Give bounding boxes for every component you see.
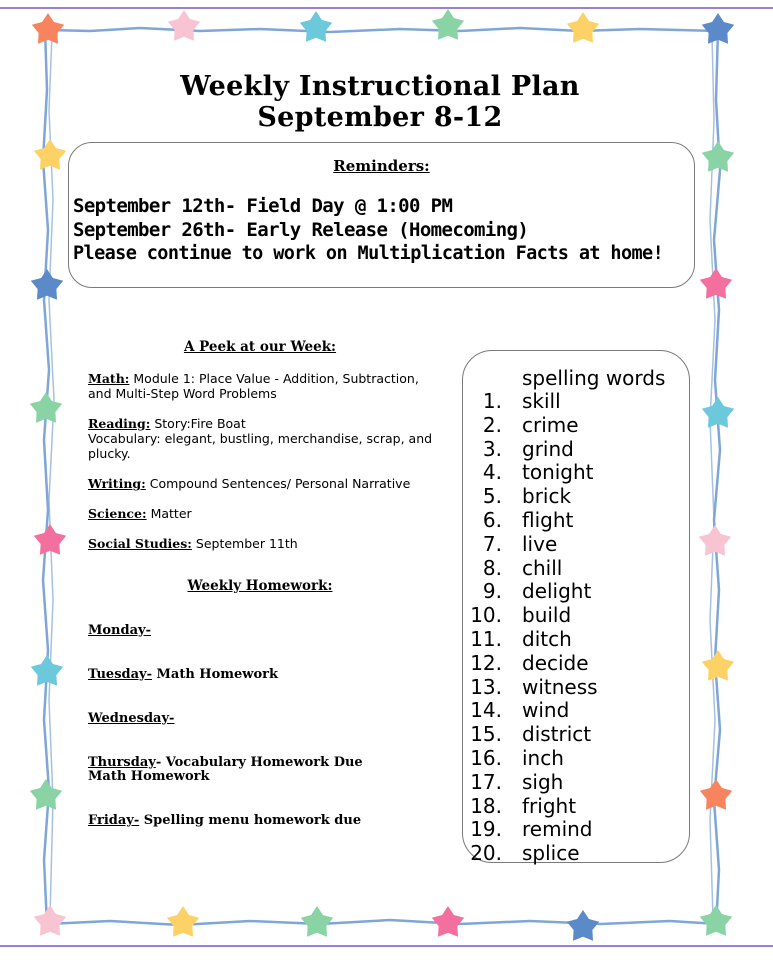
reminder-item: September 12th- Field Day @ 1:00 PM — [73, 195, 453, 217]
spelling-word: skill — [522, 389, 561, 413]
science-text: Matter — [146, 506, 192, 521]
homework-friday — [88, 814, 408, 828]
social-studies-label: Social Studies: — [88, 536, 192, 551]
science-label: Science: — [88, 506, 147, 521]
peek-heading: A Peek at our Week: — [183, 339, 337, 355]
star-icon — [702, 650, 734, 681]
reading-vocabulary: Vocabulary: elegant, bustling, merchandise, scrap, and plucky. — [88, 431, 433, 461]
spelling-word: tonight — [522, 460, 594, 485]
spelling-number: 19. — [470, 817, 502, 842]
spelling-number: 12. — [470, 650, 502, 675]
spelling-word: inch — [522, 745, 564, 770]
math-text: Module 1: Place Value - Addition, Subtraction, and Multi-Step Word Problems — [88, 371, 419, 401]
tuesday-label: Tuesday- — [88, 667, 152, 682]
spelling-number: 7. — [482, 531, 502, 556]
spelling-number: 14. — [470, 698, 502, 723]
spelling-word: grind — [522, 436, 574, 461]
spelling-number: 20. — [470, 841, 502, 866]
writing-label: Writing: — [88, 476, 146, 491]
spelling-number: 10. — [470, 603, 502, 628]
social-studies-text: September 11th — [191, 536, 298, 551]
star-icon — [34, 139, 66, 170]
star-icon — [432, 9, 464, 40]
writing-section — [88, 476, 438, 491]
spelling-number: 3. — [482, 436, 502, 461]
reminder-item: Please continue to work on Multiplication Facts at home! — [73, 243, 664, 264]
spelling-number: 8. — [482, 555, 502, 580]
star-icon — [700, 779, 732, 810]
homework-thursday — [88, 756, 408, 784]
social-studies-section — [88, 536, 438, 551]
math-section — [88, 371, 438, 401]
spelling-word: crime — [522, 412, 579, 437]
thursday-text: - Vocabulary Homework Due — [155, 755, 363, 770]
spelling-title: spelling words — [522, 366, 666, 390]
star-icon — [30, 392, 62, 423]
spelling-words-box — [462, 350, 690, 866]
spelling-number: 17. — [470, 769, 502, 794]
spelling-number: 2. — [482, 412, 502, 437]
homework-monday — [88, 624, 408, 638]
star-icon — [699, 525, 731, 556]
spelling-word: chill — [522, 555, 563, 580]
star-icon — [700, 905, 732, 936]
spelling-number: 15. — [470, 722, 502, 747]
friday-text: Spelling menu homework due — [139, 813, 362, 828]
spelling-word: witness — [522, 674, 598, 699]
page-title: Weekly Instructional Plan — [180, 71, 580, 102]
star-icon — [31, 655, 63, 686]
spelling-number: 5. — [482, 484, 502, 509]
spelling-word: wind — [522, 698, 570, 723]
spelling-number: 11. — [470, 626, 502, 651]
reading-section — [88, 416, 438, 461]
spelling-word: sigh — [522, 769, 564, 794]
star-icon — [301, 906, 333, 937]
star-icon — [432, 906, 464, 937]
spelling-word: flight — [522, 507, 574, 532]
spelling-word: brick — [522, 484, 572, 509]
homework-wednesday — [88, 712, 408, 726]
star-icon — [167, 906, 199, 937]
spelling-word: splice — [522, 841, 580, 866]
spelling-word: decide — [522, 650, 589, 675]
star-icon — [567, 12, 599, 43]
star-icon — [300, 11, 332, 42]
spelling-word: ditch — [522, 626, 572, 651]
star-icon — [168, 10, 200, 41]
star-icon — [32, 13, 64, 44]
spelling-word: remind — [522, 817, 593, 842]
page-subtitle-dates: September 8-12 — [257, 102, 503, 133]
spelling-number: 13. — [470, 674, 502, 699]
reminders-heading: Reminders: — [333, 157, 430, 175]
spelling-number: 1. — [482, 389, 502, 413]
spelling-number: 4. — [482, 460, 502, 485]
star-icon — [567, 910, 599, 941]
writing-text: Compound Sentences/ Personal Narrative — [145, 476, 411, 491]
homework-tuesday — [88, 668, 408, 682]
friday-label: Friday- — [88, 813, 140, 828]
star-icon — [34, 524, 66, 555]
monday-label: Monday- — [88, 623, 151, 638]
spelling-word: delight — [522, 579, 592, 604]
spelling-word: fright — [522, 793, 577, 818]
spelling-word: build — [522, 603, 572, 628]
star-icon — [702, 13, 734, 44]
homework-heading: Weekly Homework: — [187, 578, 333, 594]
science-section — [88, 506, 438, 521]
star-icon — [30, 779, 62, 810]
star-icon — [702, 141, 734, 172]
spelling-word: district — [522, 722, 592, 747]
math-label: Math: — [88, 371, 130, 386]
thursday-label: Thursday — [88, 755, 156, 770]
wednesday-label: Wednesday- — [88, 711, 175, 726]
star-icon — [34, 905, 66, 936]
spelling-number: 18. — [470, 793, 502, 818]
reminder-item: September 26th- Early Release (Homecoming) — [73, 219, 529, 241]
thursday-text-line2: Math Homework — [88, 769, 210, 784]
reading-label: Reading: — [88, 416, 151, 431]
star-icon — [31, 269, 63, 300]
reading-story: Story:Fire Boat — [150, 416, 246, 431]
star-icon — [702, 397, 734, 428]
spelling-number: 9. — [482, 579, 502, 604]
star-icon — [700, 268, 732, 299]
tuesday-text: Math Homework — [151, 667, 279, 682]
spelling-word: live — [522, 531, 558, 556]
spelling-number: 6. — [482, 507, 502, 532]
spelling-number: 16. — [470, 745, 502, 770]
reminders-box — [68, 142, 695, 288]
